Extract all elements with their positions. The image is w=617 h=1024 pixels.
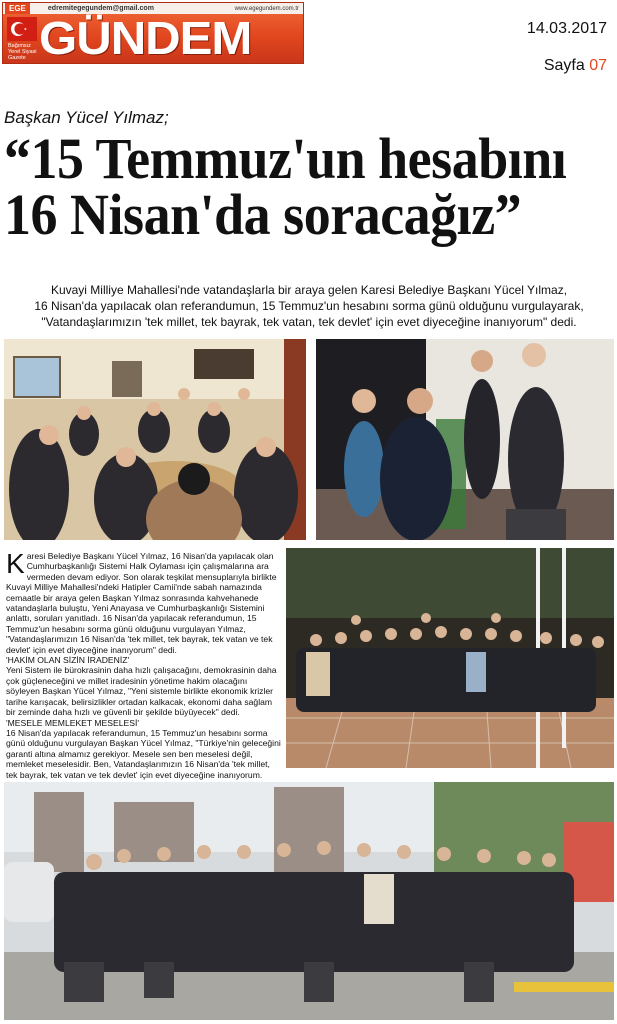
article-subhead-1: 'HAKİM OLAN SİZİN İRADENİZ' — [6, 655, 130, 666]
headline-line-2: 16 Nisan'da soracağız” — [4, 182, 522, 247]
masthead-email: edremitegegundem@gmail.com — [47, 5, 154, 12]
page-label: Sayfa — [543, 57, 585, 74]
lead-line-1: Kuvayi Milliye Mahallesi'nde vatandaşlarla bir araya gelen Karesi Belediye Başkanı Yücel Yılmaz, — [50, 283, 568, 297]
lead-line-3: "Vatandaşlarımızın 'tek millet, tek bayrak, tek vatan, tek devlet' için evet diyeceğine inanıyorum" dedi. — [41, 315, 577, 329]
masthead-logo — [2, 2, 304, 64]
article-paragraph-3: 16 Nisan'da yapılacak referandumun, 15 Temmuz'un hesabını sorma günü olduğunu vurgulayan Başkan Yücel Yılmaz, "Türkiye'nin geleceğini garanti altına almamız gerekiyor. Mesele sen ben meselesi değil, memleket meselesidir. Ben, Vatandaşlarımızın 16 Nisan'da 'tek millet, tek bayrak, tek vatan ve tek devlet' için evet diyeceğine inanıyorum. — [6, 727, 281, 780]
article-body — [6, 548, 282, 801]
masthead-website: www.egegundem.com.tr — [234, 5, 299, 12]
issue-date: 14.03.2017 — [526, 20, 607, 37]
headline — [4, 126, 614, 247]
dropcap: K — [6, 548, 25, 579]
photo-group-courtyard — [286, 548, 614, 768]
turkish-flag-icon — [7, 17, 37, 41]
kicker: Başkan Yücel Yılmaz; — [4, 108, 169, 127]
headline-line-1: “15 Temmuz'un hesabını — [4, 126, 567, 191]
article-paragraph-1: aresi Belediye Başkanı Yücel Yılmaz, 16 Nisan'da yapılacak olan Cumhurbaşkanlığı Sistemi Halk Oylaması için çalışmalarına ara vermeden devam ediyor. Son olarak teşkilat mensuplarıyla birlikte Kuvayi Milliye Mahallesi'ndeki Hatipler Camii'nde sabah namazında cemaatle bir araya gelen Başkan Yılmaz sonrasında kahvehanede vatandaşlarla buluştu, Yeni Anayasa ve Cumhurbaşkanlığı Sistemini anlattı, soruları yanıtladı. 16 Nisan'da yapılacak referandumun, 15 Temmuz'un hesabını sorma günü olduğunu vurgulayan Yılmaz, "Vatandaşlarımızın 16 Nisan'da 'tek millet, tek bayrak, tek vatan ve tek devlet' için evet diyeceğine inanıyorum" dedi. — [6, 551, 277, 655]
masthead-title: GÜNDEM — [39, 12, 252, 64]
lead-line-2: 16 Nisan'da yapılacak olan referandumun, 15 Temmuz'un hesabını sorma günü olduğunu vurgulayarak, — [34, 299, 584, 313]
photo-handshake — [316, 339, 614, 540]
article-subhead-2: 'MESELE MEMLEKET MESELESİ' — [6, 717, 140, 728]
page-number-value: 07 — [589, 57, 607, 74]
photo-group-street — [4, 782, 614, 1020]
page-number — [544, 57, 607, 75]
masthead-ege: EGE — [5, 3, 30, 14]
photo-coffeehouse-meeting — [4, 339, 306, 540]
lead-paragraph — [6, 282, 612, 330]
masthead-subtitle: Bağımsız Yerel Siyasi Gazete — [8, 43, 37, 61]
article-paragraph-2: Yeni Sistem ile bürokrasinin daha hızlı çalışacağını, demokrasinin daha çok güçleneceğini ve millet iradesinin yönetime hakim olacağını söyleyen Başkan Yücel Yılmaz, "Yeni sistemle birlikte ekonomik krizler tarihe karışacak, belirsizlikler ortadan kalkacak, ekonomi daha sağlam bir zeminde daha hızlı ve güvenli bir şekilde büyüyecek" dedi. — [6, 665, 277, 718]
